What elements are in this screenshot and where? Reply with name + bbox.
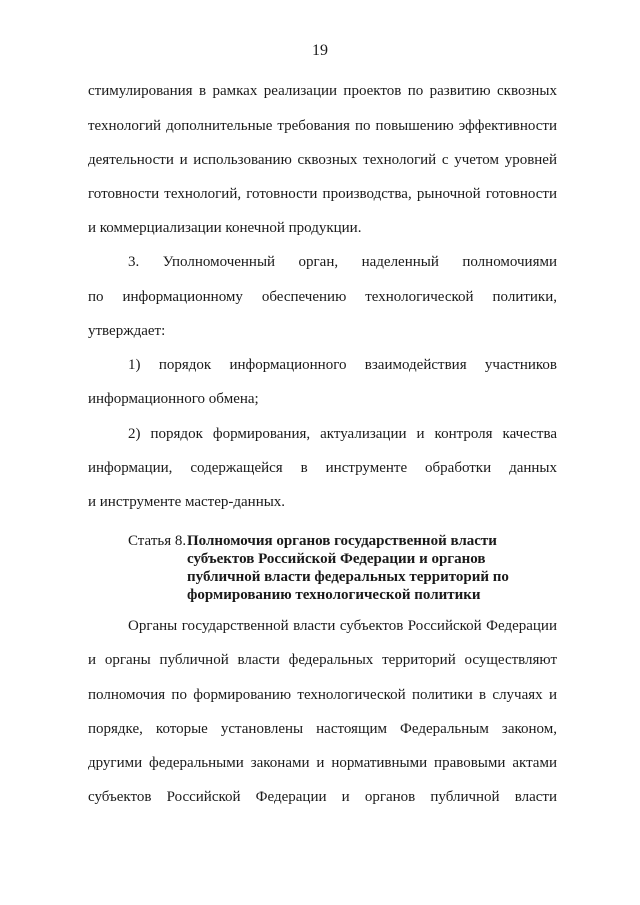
- text-line: информационного обмена;: [88, 391, 259, 407]
- text-line: технологий дополнительные требования по повышению эффективности: [88, 118, 557, 134]
- text-line: Органы государственной власти субъектов Российской Федерации: [128, 618, 557, 634]
- text-line: 2) порядок формирования, актуализации и контроля качества: [128, 426, 557, 442]
- article-title: [187, 532, 527, 604]
- text-line: 3. Уполномоченный орган, наделенный полномочиями: [128, 254, 557, 270]
- text-line: стимулирования в рамках реализации проектов по развитию сквозных: [88, 83, 557, 99]
- text-line: 1) порядок информационного взаимодействия участников: [128, 357, 557, 373]
- text-line: и коммерциализации конечной продукции.: [88, 220, 362, 236]
- text-line: готовности технологий, готовности производства, рыночной готовности: [88, 186, 557, 202]
- article-title-line: субъектов Российской Федерации и органов: [187, 551, 486, 567]
- text-line: полномочия по формированию технологической политики в случаях и: [88, 687, 557, 703]
- article-label: Статья 8.: [128, 533, 187, 549]
- text-line: и инструменте мастер-данных.: [88, 494, 286, 510]
- text-line: по информационному обеспечению технологической политики,: [88, 289, 557, 305]
- text-line: другими федеральными законами и нормативными правовыми актами: [88, 755, 557, 771]
- page-number: 19: [312, 42, 328, 59]
- text-line: утверждает:: [88, 323, 166, 339]
- article-title-line: Полномочия органов государственной власти: [187, 533, 497, 549]
- text-line: субъектов Российской Федерации и органов публичной власти: [88, 789, 557, 805]
- text-line: порядке, которые установлены настоящим Федеральным законом,: [88, 721, 557, 737]
- text-line: информации, содержащейся в инструменте обработки данных: [88, 460, 557, 476]
- article-title-line: формированию технологической политики: [187, 587, 481, 603]
- article-title-line: публичной власти федеральных территорий по: [187, 569, 509, 585]
- text-line: деятельности и использованию сквозных технологий с учетом уровней: [88, 152, 557, 168]
- text-line: и органы публичной власти федеральных территорий осуществляют: [88, 652, 557, 668]
